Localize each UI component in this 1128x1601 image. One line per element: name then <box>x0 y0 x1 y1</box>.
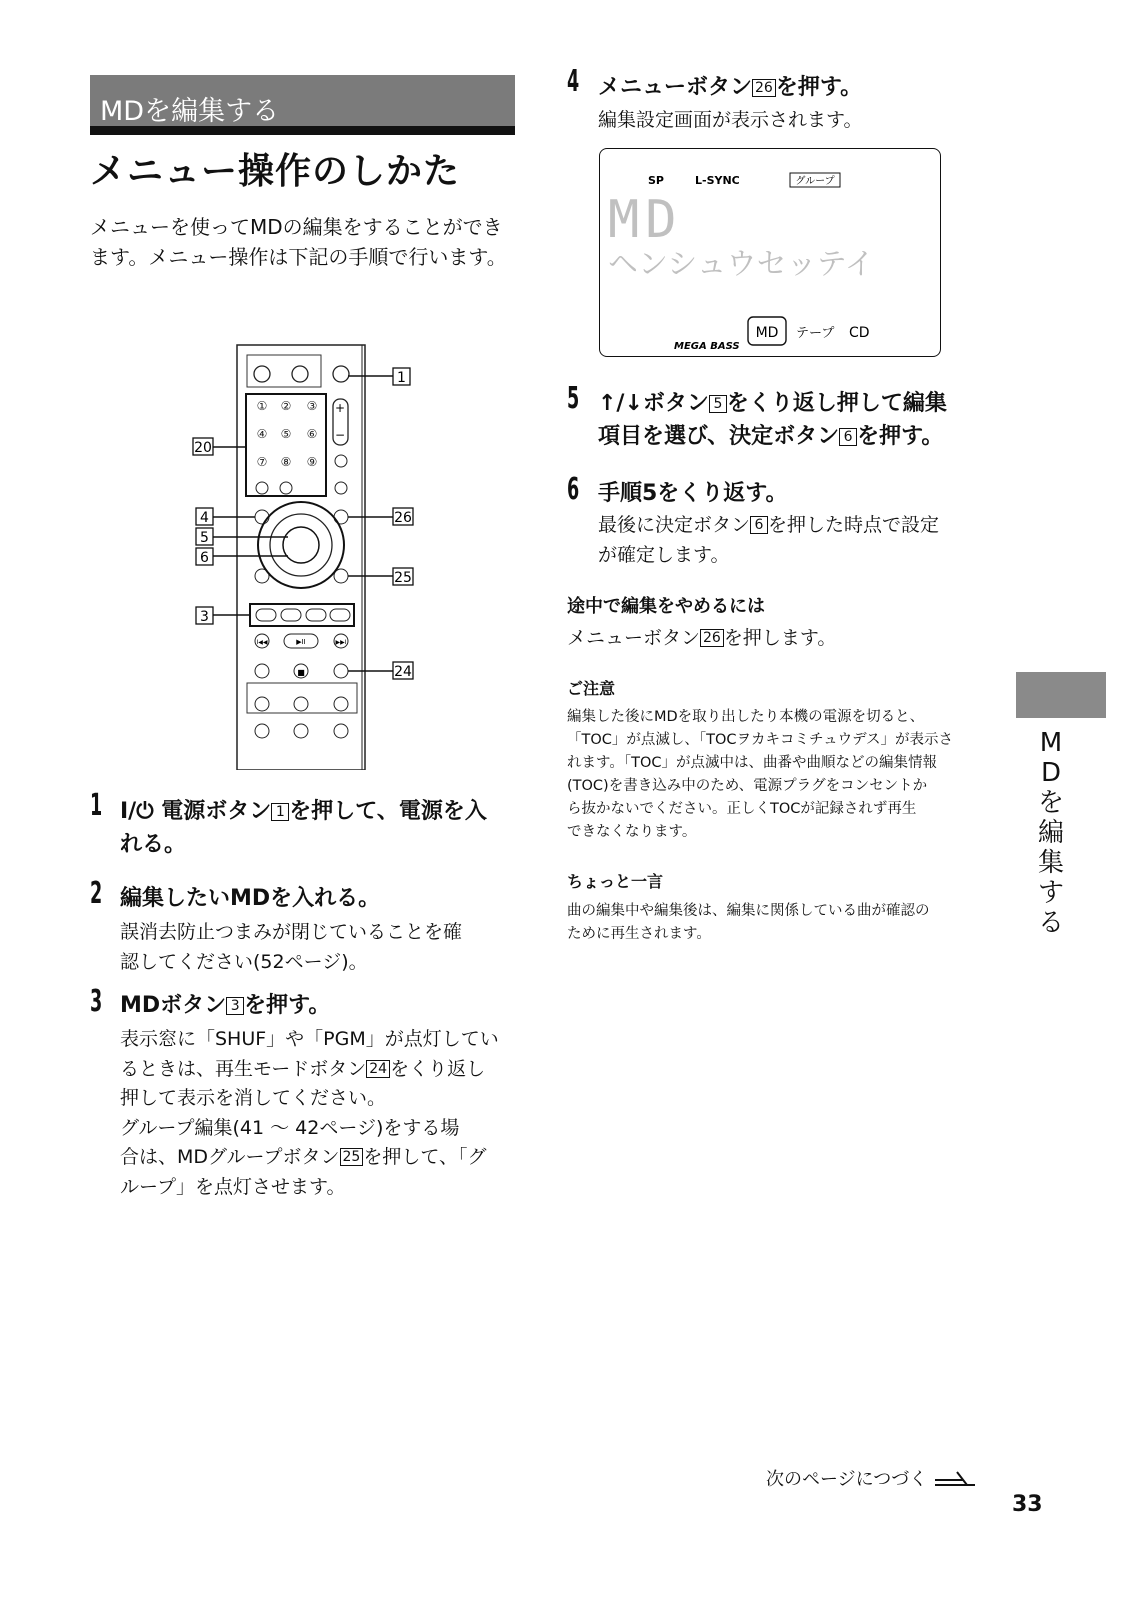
step-6-body-line-1 <box>598 511 1018 541</box>
notes-line-2: 「TOC」が点滅し、「TOCヲカキコミチュウデス」が表示さ <box>567 732 954 748</box>
step-6-body-box: 6 <box>750 516 768 534</box>
step-2-body <box>120 918 462 977</box>
step-5-box: 5 <box>709 395 727 413</box>
step-6-body-text-2: を押した時点で設定 <box>768 514 940 536</box>
step-3-heading-text: MDボタン <box>120 993 227 1018</box>
section-banner-label: MDを編集する <box>100 96 280 127</box>
display-sp: SP <box>648 174 664 187</box>
numkey-2: ② <box>280 399 292 413</box>
page-title: メニュー操作のしかた <box>90 151 461 192</box>
step-6-number: 6 <box>567 472 580 507</box>
side-char: M <box>1039 728 1063 758</box>
step-6-heading: 手順5をくり返す。 <box>598 481 788 506</box>
callout-4: 4 <box>200 510 209 526</box>
notes-body <box>567 706 1007 844</box>
power-button-diagram <box>333 366 349 382</box>
step-5-box-2: 6 <box>839 428 857 446</box>
step-6-body-line-2: が確定します。 <box>598 543 730 566</box>
display-group: グループ <box>795 176 835 187</box>
step-3-body-line-2 <box>120 1055 530 1085</box>
display-window-illustration <box>599 148 941 357</box>
step-2-body-line-1: 誤消去防止つまみが閉じていることを確 <box>120 921 463 943</box>
step-1-heading-line2: れる。 <box>120 832 187 857</box>
step-4-heading-text-2: を押す。 <box>775 75 863 100</box>
callout-1: 1 <box>397 370 406 386</box>
continue-note <box>766 1468 977 1492</box>
cancel-body-text: メニューボタン <box>567 627 701 649</box>
step-3-body-text: るときは、再生モードボタン <box>120 1057 367 1080</box>
step-5-heading-text-2: をくり返し押して編集 <box>726 391 947 416</box>
step-3-body-line-5 <box>120 1143 530 1173</box>
step-1-number: 1 <box>90 788 103 823</box>
step-3-body-box-24: 24 <box>366 1060 390 1078</box>
numkey-4: ④ <box>256 427 268 441</box>
cancel-body-text-2: を押します。 <box>723 627 837 649</box>
volume-minus-label: − <box>334 428 346 442</box>
step-1-heading-text-2: を押して、電源を入 <box>289 799 487 824</box>
callout-3: 3 <box>200 609 209 625</box>
step-2-heading: 編集したいMDを入れる。 <box>120 886 381 911</box>
step-5-heading-line-1 <box>598 387 1018 420</box>
numkey-3: ③ <box>306 399 318 413</box>
continue-arrow-icon <box>933 1468 977 1488</box>
callout-24: 24 <box>394 664 412 680</box>
display-tape: テープ <box>796 326 835 341</box>
step-1-heading-text: I/⏻ 電源ボタン <box>120 799 272 824</box>
step-5-heading-text: ↑/↓ボタン <box>598 391 709 416</box>
tip-body <box>567 900 1007 946</box>
next-label: ▶▶I <box>335 639 347 646</box>
notes-line-3: れます。「TOC」が点滅中は、曲番や曲順などの編集情報 <box>567 755 937 771</box>
cancel-body <box>567 624 836 654</box>
callout-6: 6 <box>200 550 209 566</box>
step-3-box: 3 <box>226 997 244 1015</box>
display-window-svg <box>600 149 942 358</box>
step-4-box: 26 <box>752 79 776 97</box>
prev-label: I◀◀ <box>256 639 268 646</box>
step-3-body-line-6: ループ」を点灯させます。 <box>120 1175 346 1198</box>
step-4-heading <box>598 71 862 104</box>
step-4-heading-text: メニューボタン <box>598 75 753 100</box>
step-1-box: 1 <box>271 803 289 821</box>
numkey-5: ⑤ <box>280 427 292 441</box>
volume-plus-label: + <box>334 401 346 415</box>
step-2-number: 2 <box>90 876 103 911</box>
notes-line-6: できなくなります。 <box>567 824 697 840</box>
numkey-1: ① <box>256 399 268 413</box>
step-5-heading <box>598 387 1018 453</box>
side-char: 集 <box>1037 848 1064 878</box>
callout-26: 26 <box>394 510 412 526</box>
step-6-body <box>598 511 1018 570</box>
step-3-body-text-4: を押して、「グ <box>363 1146 487 1168</box>
section-banner <box>90 75 515 135</box>
step-5-number: 5 <box>567 381 580 416</box>
step-3-number: 3 <box>90 984 103 1019</box>
step-4-body: 編集設定画面が表示されます。 <box>598 109 863 131</box>
step-3-body-text-2: をくり返し <box>390 1057 486 1080</box>
step-3-heading-text-2: を押す。 <box>244 993 331 1018</box>
tip-heading: ちょっと一言 <box>567 872 664 891</box>
step-5-heading-text-3: 項目を選び、決定ボタン <box>598 424 840 449</box>
page-number: 33 <box>1012 1492 1043 1517</box>
callout-25: 25 <box>394 570 412 586</box>
numkey-8: ⑧ <box>280 455 292 469</box>
notes-heading: ご注意 <box>567 679 616 698</box>
continue-label: 次のページにつづく <box>766 1469 928 1490</box>
display-cd: CD <box>849 325 870 341</box>
display-line-2: ヘンシュウセッテイ <box>608 247 875 282</box>
step-5-heading-text-4: を押す。 <box>857 424 944 449</box>
numkey-6: ⑥ <box>306 427 318 441</box>
play-pause-label: ▶II <box>296 638 306 646</box>
side-tab <box>1016 672 1106 718</box>
display-md: MD <box>755 325 779 341</box>
side-char: 編 <box>1037 818 1064 848</box>
step-3-body-line-3: 押して表示を消してください。 <box>120 1087 387 1109</box>
intro-paragraph: メニューを使ってMDの編集をすることができます。メニュー操作は下記の手順で行います。 <box>90 215 507 269</box>
notes-line-5: ら抜かないでください。正しくTOCが記録されず再生 <box>567 801 917 817</box>
remote-control-diagram <box>190 342 430 770</box>
step-1-heading <box>120 795 530 861</box>
display-lsync: L-SYNC <box>695 174 740 187</box>
side-char: る <box>1037 908 1064 938</box>
side-char: す <box>1037 878 1064 908</box>
step-5-heading-line-2 <box>598 420 1018 453</box>
step-3-heading <box>120 989 330 1022</box>
step-6-body-text: 最後に決定ボタン <box>598 514 751 536</box>
numkey-7: ⑦ <box>256 455 268 469</box>
cancel-heading: 途中で編集をやめるには <box>567 596 765 617</box>
cancel-body-box: 26 <box>700 629 724 647</box>
side-char: を <box>1037 788 1064 818</box>
notes-line-4: (TOC)を書き込み中のため、電源プラグをコンセントか <box>567 778 928 794</box>
tip-line-1: 曲の編集中や編集後は、編集に関係している曲が確認の <box>567 903 930 919</box>
callout-5: 5 <box>200 530 209 546</box>
side-tab-label <box>1036 728 1066 938</box>
step-3-body-text-3: 合は、MDグループボタン <box>120 1146 340 1168</box>
step-3-body <box>120 1025 530 1202</box>
callout-20: 20 <box>194 440 212 456</box>
step-4-number: 4 <box>567 64 580 99</box>
display-line-1: MD <box>608 190 683 250</box>
tip-line-2: ために再生されます。 <box>567 926 711 942</box>
step-3-body-box-25: 25 <box>340 1148 364 1166</box>
display-megabass: MEGA BASS <box>674 341 740 352</box>
notes-line-1: 編集した後にMDを取り出したり本機の電源を切ると、 <box>567 709 925 725</box>
stop-label: ■ <box>297 668 305 677</box>
step-3-body-line-1: 表示窓に「SHUF」や「PGM」が点灯してい <box>120 1028 499 1050</box>
numkey-9: ⑨ <box>306 455 318 469</box>
step-3-body-line-4: グループ編集(41 ～ 42ページ)をする場 <box>120 1116 460 1139</box>
side-char: D <box>1040 758 1062 788</box>
step-2-body-line-2: 認してください(52ページ)。 <box>120 950 368 973</box>
